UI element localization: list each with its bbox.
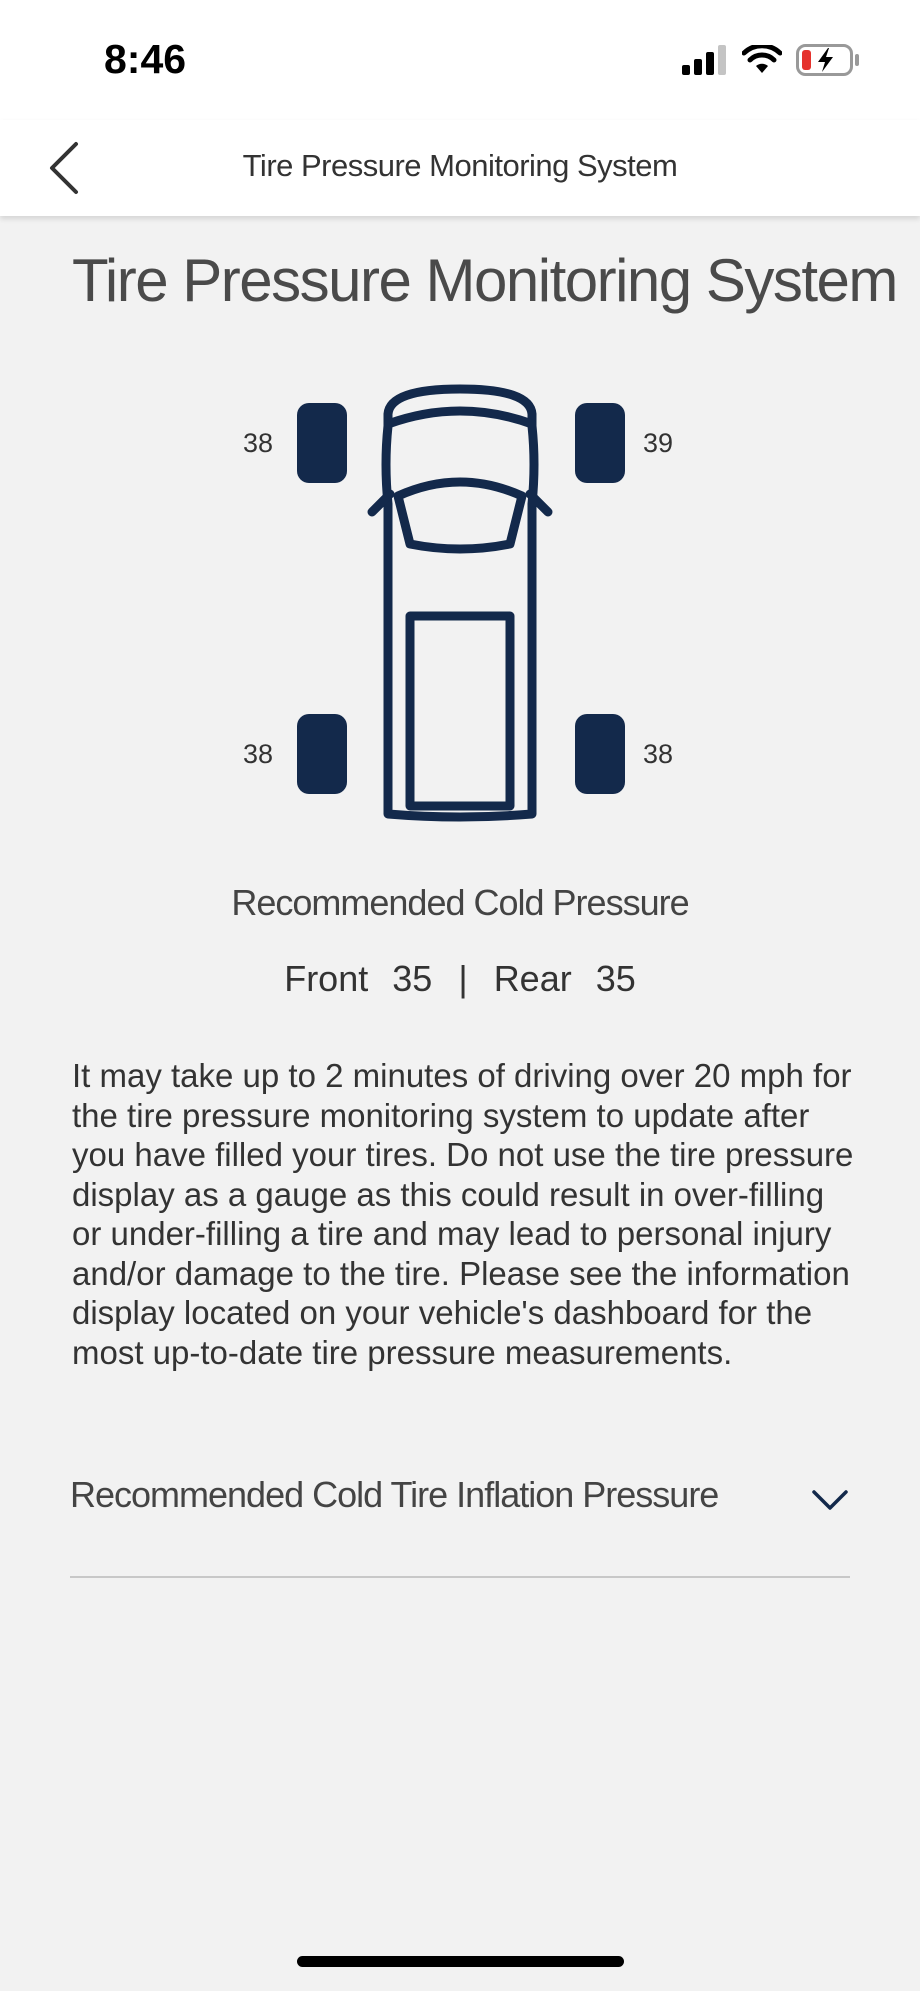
front-label: Front <box>284 958 369 999</box>
battery-charging-icon <box>796 44 860 76</box>
status-time: 8:46 <box>104 36 187 82</box>
rear-left-tire <box>297 714 347 794</box>
cellular-signal-icon <box>682 45 728 75</box>
front-right-tire <box>575 403 625 483</box>
front-value: 35 <box>392 958 433 999</box>
info-paragraph: It may take up to 2 minutes of driving over 20 mph for the tire pressure monitoring system to update after you have filled your tires. Do not use the tire pressure display as a gauge as this could result in over-filling or under-filling a tire and may lead to personal injury and/or damage to the tire. Please see the information display located on your vehicle's dashboard for the most up-to-date tire pressure measurements. <box>72 1057 854 1371</box>
home-indicator[interactable] <box>297 1956 624 1967</box>
rear-label: Rear <box>493 958 572 999</box>
nav-title: Tire Pressure Monitoring System <box>242 148 678 183</box>
rear-right-tire <box>575 714 625 794</box>
accordion-label: Recommended Cold Tire Inflation Pressure <box>70 1474 719 1515</box>
nav-bar <box>0 120 920 216</box>
recommended-pressure-title: Recommended Cold Pressure <box>231 882 689 923</box>
vehicle-diagram <box>0 370 920 830</box>
rear-value: 35 <box>595 958 636 999</box>
front-right-pressure: 39 <box>643 428 674 458</box>
cold-tire-inflation-accordion[interactable] <box>70 1460 850 1578</box>
front-left-tire <box>297 403 347 483</box>
page-title: Tire Pressure Monitoring System <box>72 247 897 314</box>
chevron-down-icon[interactable] <box>810 1480 850 1520</box>
wifi-icon <box>742 45 782 75</box>
rear-left-pressure: 38 <box>243 739 274 769</box>
front-left-pressure: 38 <box>243 428 274 458</box>
recommended-pressure-values <box>0 958 920 1000</box>
separator: | <box>458 958 468 999</box>
truck-outline-icon <box>360 384 560 824</box>
status-bar <box>0 0 920 120</box>
status-icons <box>682 42 860 78</box>
rear-right-pressure: 38 <box>643 739 674 769</box>
